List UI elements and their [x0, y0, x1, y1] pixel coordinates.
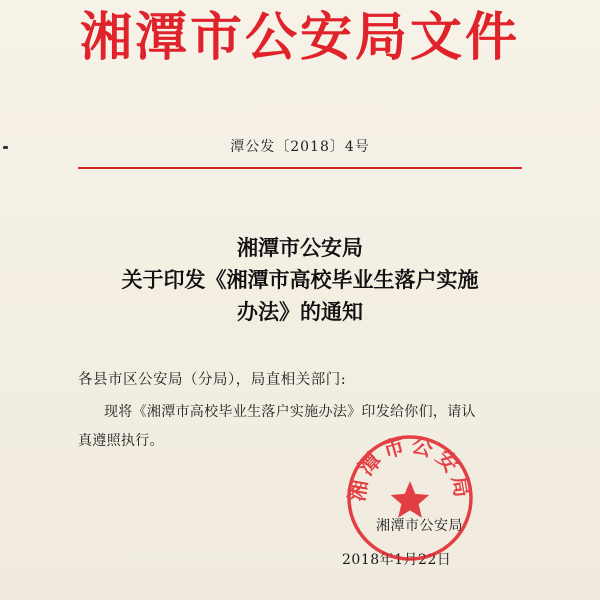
document-number: 潭公发〔2018〕4号 [230, 139, 370, 155]
salutation: 各县市区公安局（分局），局直相关部门: [78, 372, 347, 388]
issue-date: 2018年1月22日 [342, 552, 452, 568]
title-line-1: 湘潭市公安局 [237, 236, 363, 260]
letterhead: 湘潭市公安局文件 [79, 8, 520, 68]
seal-graphic [345, 433, 475, 563]
official-seal [345, 433, 475, 563]
title-line-3: 办法》的通知 [237, 300, 363, 324]
body-line-2: 真遵照执行。 [78, 433, 164, 449]
body-line-1: 现将《湘潭市高校毕业生落户实施办法》印发给你们，请认 [104, 404, 476, 420]
seal-lettering: 湘潭市公安局 [345, 433, 475, 503]
issuer: 湘潭市公安局 [376, 518, 463, 534]
red-separator-line [78, 167, 522, 169]
title-line-2: 关于印发《湘潭市高校毕业生落户实施 [121, 268, 479, 292]
seal-star-icon [391, 481, 430, 518]
